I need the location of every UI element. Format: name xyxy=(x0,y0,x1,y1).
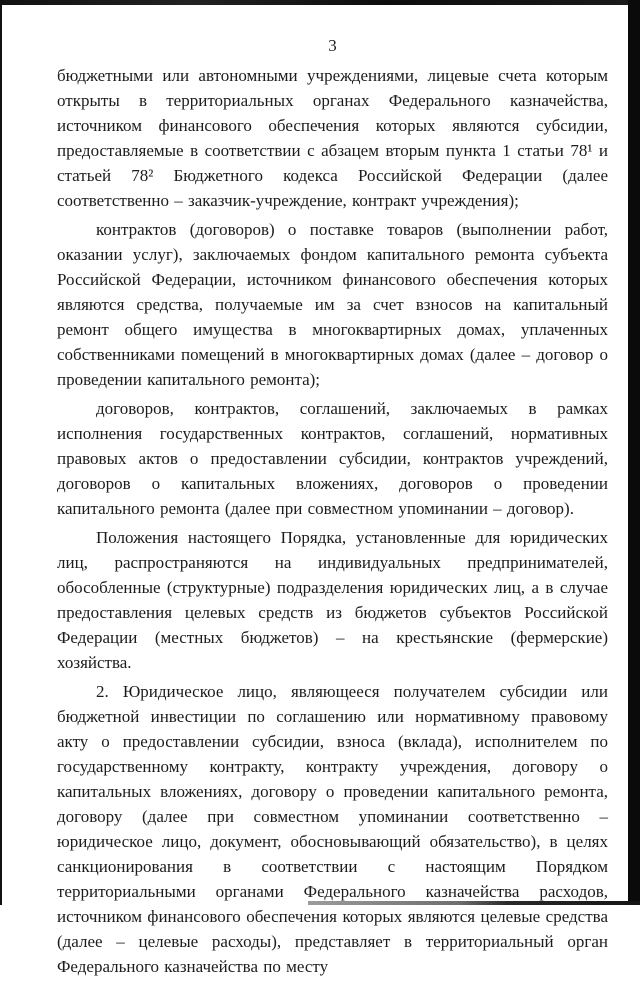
document-page xyxy=(57,36,608,983)
scan-artifact-left-edge xyxy=(0,0,2,905)
page-number: 3 xyxy=(328,36,337,55)
paragraph: договоров, контрактов, соглашений, заключаемых в рамках исполнения государственных контрактов, соглашений, нормативных правовых актов о предоставлении субсидии, контрактов учреждений, договоров о капитальных вложениях, договоров о проведении капитального ремонта (далее при совместном упоминании – договор). xyxy=(57,399,608,518)
paragraph: Положения настоящего Порядка, установленные для юридических лиц, распространяются на индивидуальных предпринимателей, обособленные (структурные) подразделения юридических лиц, а в случае предоставления целевых средств из бюджетов субъектов Российской Федерации (местных бюджетов) – на крестьянские (фермерские) хозяйства. xyxy=(57,528,608,672)
paragraph: бюджетными или автономными учреждениями, лицевые счета которым открыты в территориальных органах Федерального казначейства, источником финансового обеспечения которых являются субсидии, предоставляемые в соответствии с абзацем вторым пункта 1 статьи 78¹ и статьей 78² Бюджетного кодекса Российской Федерации (далее соответственно – заказчик-учреждение, контракт учреждения); xyxy=(57,66,608,210)
scan-artifact-top-edge xyxy=(0,0,640,5)
paragraph: 2. Юридическое лицо, являющееся получателем субсидии или бюджетной инвестиции по соглашению или нормативному правовому акту о предоставлении субсидии, взноса (вклада), исполнителем по государственному контракту, контракту учреждения, договору о капитальных вложениях, договору о проведении капитального ремонта, договору (далее при совместном упоминании соответственно – юридическое лицо, документ, обосновывающий обязательство), в целях санкционирования в соответствии с настоящим Порядком территориальными органами Федерального казначейства расходов, источником финансового обеспечения которых являются целевые средства (далее – целевые расходы), представляет в территориальный орган Федерального казначейства по месту xyxy=(57,682,608,976)
document-text-block xyxy=(57,63,608,979)
scan-artifact-right-edge xyxy=(628,0,640,905)
paragraph: контрактов (договоров) о поставке товаров (выполнении работ, оказании услуг), заключаемых фондом капитального ремонта субъекта Российской Федерации, источником финансового обеспечения которых являются средства, получаемые им за счет взносов на капитальный ремонт общего имущества в многоквартирных домах, уплаченных собственниками помещений в многоквартирных домах (далее – договор о проведении капитального ремонта); xyxy=(57,220,608,389)
